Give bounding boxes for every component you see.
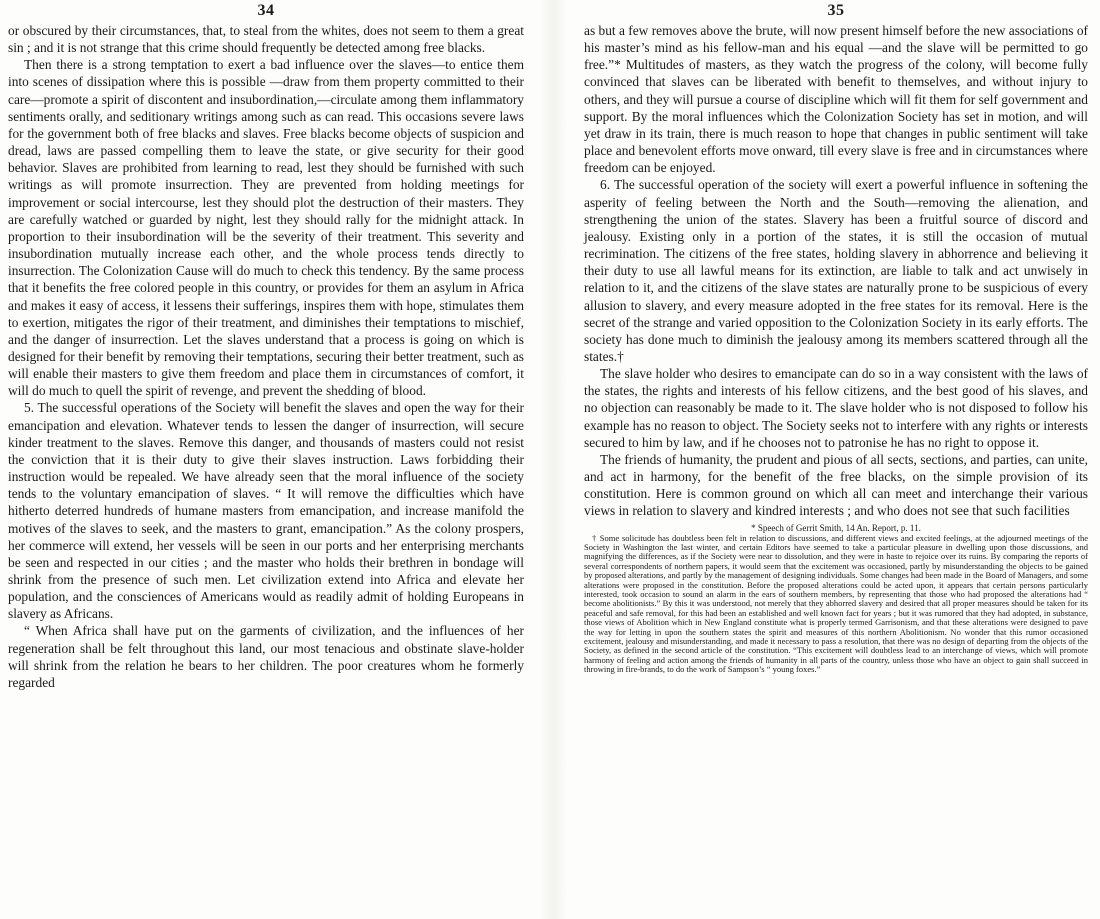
left-page xyxy=(0,0,534,919)
right-paragraph-2: 6. The successful operation of the society will exert a powerful influence in softening the asperity of feeling between the North and the South—removing the alienation, and strengthening the union of the states. Slavery has been a fruitful source of discord and jealousy. Existing only in a portion of the states, it is still the occasion of mutual recrimination. The citizens of the free states, holding slavery in abhorrence and believing it their duty to use all lawful means for its extinction, are liable to talk and act unwisely in relation to it, and the citizens of the slave states are naturally prone to be suspicious of every allusion to slavery, and every measure adopted in the free states for its removal. Here is the secret of the strange and varied opposition to the Colonization Society in its early efforts. The society has done much to diminish the jealousy among its members scattered through all the states.† xyxy=(584,177,1088,364)
right-paragraph-1: as but a few removes above the brute, will now present himself before the new associations of his master’s mind as his fellow-man and his equal —and the slave will be permitted to go free.”* Multitudes of masters, as they watch the progress of the colony, will become fully convinced that slaves can be liberated with benefit to themselves, and without injury to others, and they will pursue a course of discipline which will fit them for self government and support. By the moral influences which the Colonization Society has set in motion, and will yet draw in its train, there is much reason to hope that changes in public sentiment will take place and benevolent efforts move onward, till every slave is free and in circumstances where freedom can be enjoyed. xyxy=(584,23,1088,176)
right-paragraph-4: The friends of humanity, the prudent and pious of all sects, sections, and parties, can unite, and act in harmony, for the benefit of the free blacks, on the simple provision of its constitution. Here is common ground on which all can meet and interchange their various views in relation to slavery and kindred interests ; and who does not see that such facilities xyxy=(584,451,1088,519)
right-page xyxy=(574,0,1100,919)
left-paragraph-1: or obscured by their circumstances, that, to steal from the whites, does not seem to them a great sin ; and it is not strange that this crime should frequently be detected among free blacks. xyxy=(8,23,524,56)
left-page-number: 34 xyxy=(257,2,275,19)
footnote-speech-reference: * Speech of Gerrit Smith, 14 An. Report, p. 11. xyxy=(751,522,921,533)
footnote-washington-meetings: † Some solicitude has doubtless been felt in relation to discussions, and different views and excited feelings, at the adjourned meetings of the Society in Washington the last winter, and certain Editors have seemed to take a particular pleasure in dwelling upon those discussions, and magnifying the differences, as if the Society were near to dissolution, and they were in haste to rejoice over its ruins. By comparing the reports of several correspondents of northern papers, it would seem that the excitement was occasioned, partly by misunderstanding the objects to be gained by proposed alterations, and partly by the management of designing individuals. Some changes had been made in the Board of Managers, and some alterations were proposed in the constitution. Before the proposed alterations could be acted upon, it appears that certain persons particularly interested, took occasion to sound an alarm in the ears of southern members, by representing that those who had proposed the alterations had “ become abolitionists.” By this it was understood, not merely that they abhorred slavery and desired that all proper measures should be taken for its peaceful and safe removal, for this had been an established and well known fact for years ; but it was rumored that they had adopted, in substance, those views of Abolition which in New England constitute what is properly termed Garrisonism, and that these alterations were designed to pave the way for letting in upon the southern states the spirit and measures of this northern Abolitionism. No wonder that this rumor occasioned excitement, jealousy and misunderstanding, and made it necessary to pass a resolution, that there was no design of departing from the objects of the Society, as defined in the second article of the constitution. “This excitement will doubtless lead to an interchange of views, which will promote harmony of feeling and action among the friends of humanity in all parts of the country, unless those who have an object to gain shall succeed in throwing in fire-brands, to do the work of Sampson’s “ young foxes.” xyxy=(584,532,1088,675)
book-gutter xyxy=(540,0,568,919)
right-paragraph-3: The slave holder who desires to emancipate can do so in a way consistent with the laws of the states, the rights and interests of his fellow citizens, and the best good of his slaves, and no objection can reasonably be made to it. The slave holder who is not disposed to follow his example has no reason to object. The Society seeks not to interfere with any rights or interests secured to him by law, and if he chooses not to patronise he has no right to oppose it. xyxy=(584,366,1088,450)
right-page-number: 35 xyxy=(827,2,845,19)
left-page-body xyxy=(8,22,524,691)
left-paragraph-2: Then there is a strong temptation to exert a bad influence over the slaves—to entice them into scenes of dissipation where this is possible —draw from them property committed to their care—promote a spirit of discontent and insubordination,—circulate among them inflammatory sentiments orally, and seditionary writings among such as can read. This occasions severe laws for the government both of free blacks and slaves. Free blacks become objects of suspicion and dread, laws are passed compelling them to leave the state, or give security for their good behavior. Slaves are prohibited from learning to read, lest they should be furnished with such writings as will promote insurrection. They are prevented from holding meetings for improvement or social intercourse, lest they should plot the destruction of their masters. They are carefully watched or guarded by night, lest they should rally for the midnight attack. In proportion to their insubordination will be the severity of their treatment. This severity and insubordination mutually increase each other, and the whole process tends directly to insurrection. The Colonization Cause will do much to check this tendency. By the same process that it benefits the free colored people in this country, or provides for them an asylum in Africa and makes it easy of access, it lessens their sufferings, inspires them with hope, stimulates them to exertion, mitigates the rigor of their treatment, and diminishes their temptations to mischief, and the danger of insurrection. Let the slaves understand that a process is going on which is designed for their benefit by removing their temptations, securing their better treatment, such as will enable their masters to give them freedom and place them in circumstances of comfort, it will do much to quell the spirit of revenge, and prevent the shedding of blood. xyxy=(8,57,524,399)
right-page-body xyxy=(584,22,1088,520)
left-paragraph-3: 5. The successful operations of the Society will benefit the slaves and open the way for their emancipation and elevation. Whatever tends to lessen the danger of insurrection, will secure kinder treatment to the slaves. Remove this danger, and thousands of masters could not resist the conviction that it is their duty to give their slaves instruction. Laws forbidding their instruction would be repealed. We have already seen that the moral influence of the society tends to the voluntary emancipation of slaves. “ It will remove the difficulties which have hitherto deterred hundreds of humane masters from emancipation, and increase manifold the motives of the slaves to seek, and the masters to grant, emancipation.” As the colony prospers, her commerce will extend, her vessels will be seen in our ports and her enterprising merchants be seen and respected in our cities ; and the master who holds their brethren in bondage will shrink from the presence of such men. Let civilization extend into Africa and elevate her population, and the consciences of Americans would as readily admit of holding Europeans in slavery as Africans. xyxy=(8,400,524,622)
left-paragraph-4: “ When Africa shall have put on the garments of civilization, and the influences of her regeneration shall be felt throughout this land, our most tenacious and obstinate slave-holder will shrink from the relation he bears to her children. The poor creatures whom he formerly regarded xyxy=(8,623,524,690)
footnotes xyxy=(584,523,1088,675)
